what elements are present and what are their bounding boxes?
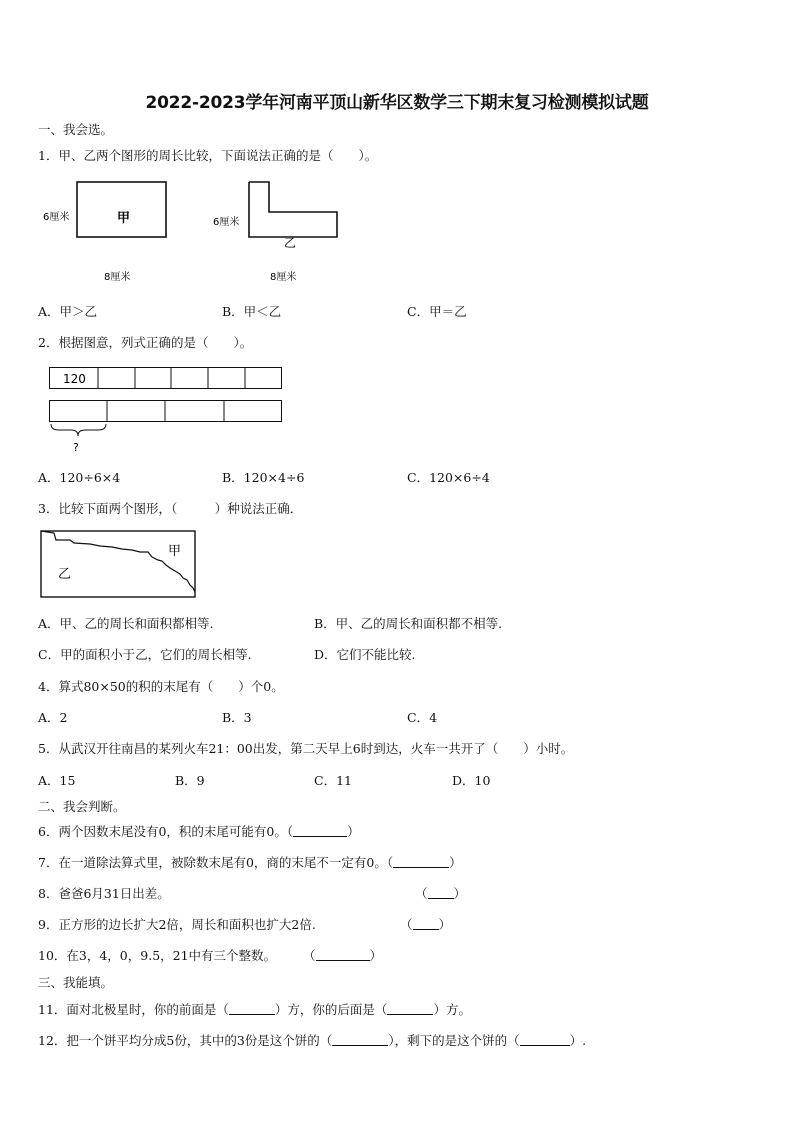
fig-height-label-a: 6厘米: [43, 212, 70, 223]
fig-jia-label: 甲: [117, 211, 131, 226]
question-3-figure: [40, 530, 200, 600]
question-5-option-a[interactable]: A．15: [38, 773, 76, 788]
question-4-option-b[interactable]: B．3: [222, 710, 252, 725]
question-4-option-a[interactable]: A．2: [38, 710, 68, 725]
question-11-text-1: 11．面对北极星时，你的前面是（: [38, 1002, 229, 1017]
answer-blank[interactable]: [229, 1002, 275, 1015]
question-2-option-c[interactable]: C．120×6÷4: [407, 470, 490, 485]
question-3-text: 3．比较下面两个图形，（ ）种说法正确．: [38, 501, 303, 516]
answer-blank[interactable]: [413, 917, 439, 930]
question-6: 6．两个因数末尾没有0，积的末尾可能有0。（ ）: [38, 824, 360, 839]
question-6-text: 6．两个因数末尾没有0，积的末尾可能有0。（: [38, 824, 294, 839]
question-3-option-b[interactable]: B．甲、乙的周长和面积都不相等.: [314, 616, 503, 631]
question-1-option-b[interactable]: B．甲＜乙: [222, 304, 282, 319]
answer-blank[interactable]: [393, 855, 449, 868]
question-2-text: 2．根据图意，列式正确的是（ ）。: [38, 335, 253, 350]
question-1-option-c[interactable]: C．甲＝乙: [407, 304, 467, 319]
question-1-option-a[interactable]: A．甲＞乙: [38, 304, 98, 319]
question-2-option-b[interactable]: B．120×4÷6: [222, 470, 305, 485]
answer-blank[interactable]: [428, 886, 454, 899]
question-5-option-d[interactable]: D．10: [452, 773, 491, 788]
question-2-figure: [49, 367, 289, 457]
question-7-text: 7．在一道除法算式里，被除数末尾有0，商的末尾不一定有0。（: [38, 855, 394, 870]
question-5-option-c[interactable]: C．11: [314, 773, 352, 788]
fig-yi-label: 乙: [58, 567, 72, 582]
fig-jia-label: 甲: [168, 544, 182, 559]
section-heading-choice: 一、我会选。: [38, 122, 114, 137]
question-5-option-b[interactable]: B．9: [175, 773, 205, 788]
question-8-answer: （ ）: [415, 886, 467, 901]
question-4-option-c[interactable]: C．4: [407, 710, 438, 725]
question-12-text-1: 12．把一个饼平均分成5份，其中的3份是这个饼的（: [38, 1033, 333, 1048]
question-12: 12．把一个饼平均分成5份，其中的3份是这个饼的（ ），剩下的是这个饼的（ ）.: [38, 1033, 587, 1048]
question-3-option-c[interactable]: C．甲的面积小于乙，它们的周长相等.: [38, 647, 252, 662]
question-9-text: 9．正方形的边长扩大2倍，周长和面积也扩大2倍.: [38, 917, 316, 932]
question-11: 11．面对北极星时，你的前面是（ ）方，你的后面是（ ）方。: [38, 1002, 471, 1017]
question-2-option-a[interactable]: A．120÷6×4: [38, 470, 121, 485]
answer-blank[interactable]: [316, 948, 370, 961]
question-10-answer: （ ）: [303, 948, 383, 963]
section-heading-fill: 三、我能填。: [38, 975, 114, 990]
question-3-option-a[interactable]: A．甲、乙的周长和面积都相等.: [38, 616, 214, 631]
question-4-text: 4．算式80×50的积的末尾有（ ）个0。: [38, 679, 284, 694]
answer-blank[interactable]: [293, 824, 347, 837]
fig-width-label-a: 8厘米: [104, 272, 131, 283]
fig-height-label-b: 6厘米: [213, 217, 240, 228]
bar-first-cell-label: 120: [63, 372, 86, 386]
section-heading-judge: 二、我会判断。: [38, 799, 126, 814]
question-3-option-d[interactable]: D．它们不能比较.: [314, 647, 416, 662]
brace-question-mark: ?: [73, 441, 79, 454]
fig-width-label-b: 8厘米: [270, 272, 297, 283]
question-9-answer: （ ）: [400, 917, 452, 932]
question-1-figure: [38, 175, 338, 285]
question-1-text: 1．甲、乙两个图形的周长比较，下面说法正确的是（ ）。: [38, 148, 378, 163]
page-title: 2022-2023学年河南平顶山新华区数学三下期末复习检测模拟试题: [145, 93, 649, 113]
question-10-text: 10．在3，4，0，9.5，21中有三个整数。: [38, 948, 277, 963]
question-8-text: 8．爸爸6月31日出差。: [38, 886, 170, 901]
question-5-text: 5．从武汉开往南昌的某列火车21：00出发，第二天早上6时到达，火车一共开了（ ）小时。: [38, 741, 574, 756]
fig-yi-label: 乙: [284, 236, 297, 250]
answer-blank[interactable]: [387, 1002, 433, 1015]
answer-blank[interactable]: [520, 1033, 570, 1046]
answer-blank[interactable]: [332, 1033, 388, 1046]
question-7: 7．在一道除法算式里，被除数末尾有0，商的末尾不一定有0。（ ）: [38, 855, 462, 870]
